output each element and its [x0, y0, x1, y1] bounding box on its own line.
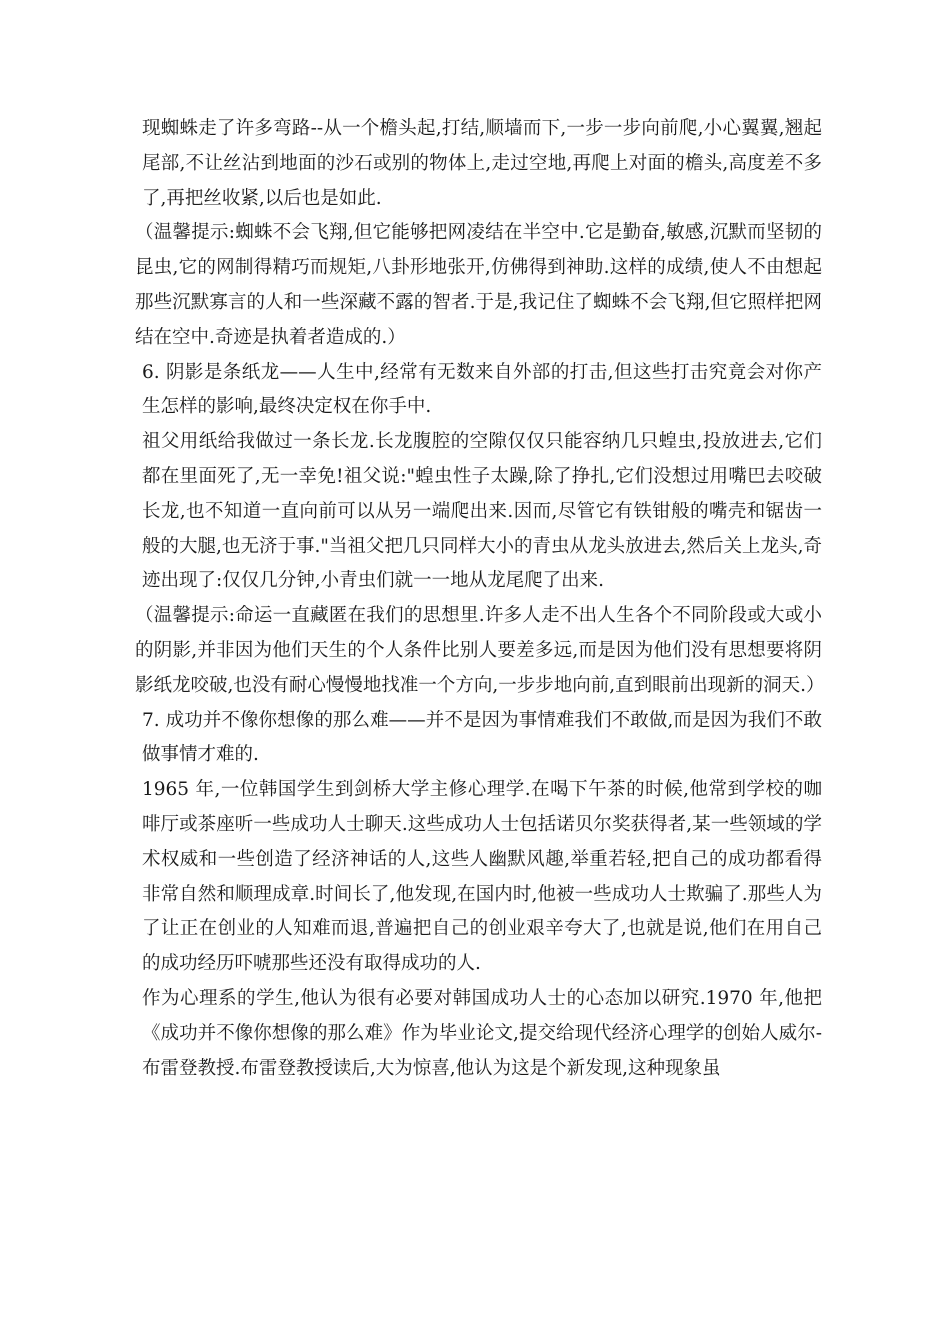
- document-body: [135, 112, 825, 1086]
- paragraph-spider-path: 现蜘蛛走了许多弯路--从一个檐头起,打结,顺墙而下,一步一步向前爬,小心翼翼,翘起尾部,不让丝沾到地面的沙石或别的物体上,走过空地,再爬上对面的檐头,高度差不多了,再把丝收紧,以后也是如此.: [142, 118, 822, 209]
- paragraph-korean-student: 1965 年,一位韩国学生到剑桥大学主修心理学.在喝下午茶的时候,他常到学校的咖啡厅或茶座听一些成功人士聊天.这些成功人士包括诺贝尔奖获得者,某一些领域的学术权威和一些创造了经济神话的人,这些人幽默风趣,举重若轻,把自己的成功都看得非常自然和顺理成章.时间长了,他发现,在国内时,他被一些成功人士欺骗了.那些人为了让正在创业的人知难而退,普遍把自己的创业艰辛夸大了,也就是说,他们在用自己的成功经历吓唬那些还没有取得成功的人.: [142, 779, 822, 975]
- paragraph-tip-shadow: （温馨提示:命运一直藏匿在我们的思想里.许多人走不出人生各个不同阶段或大或小的阴影,并非因为他们天生的个人条件比别人要差多远,而是因为他们没有思想要将阴影纸龙咬破,也没有耐心慢慢地找准一个方向,一步步地向前,直到眼前出现新的洞天.）: [135, 605, 825, 696]
- paragraph-heading-6: 6. 阴影是条纸龙——人生中,经常有无数来自外部的打击,但这些打击究竟会对你产生怎样的影响,最终决定权在你手中.: [142, 361, 822, 418]
- paragraph-tip-spider: （温馨提示:蜘蛛不会飞翔,但它能够把网凌结在半空中.它是勤奋,敏感,沉默而坚韧的昆虫,它的网制得精巧而规矩,八卦形地张开,仿佛得到神助.这样的成绩,使人不由想起那些沉默寡言的人和一些深藏不露的智者.于是,我记住了蜘蛛不会飞翔,但它照样把网结在空中.奇迹是执着者造成的.）: [135, 222, 822, 348]
- paragraph-thesis: 作为心理系的学生,他认为很有必要对韩国成功人士的心态加以研究.1970 年,他把《成功并不像你想像的那么难》作为毕业论文,提交给现代经济心理学的创始人威尔-布雷登教授.布雷登教授读后,大为惊喜,他认为这是个新发现,这种现象虽: [142, 987, 822, 1079]
- paragraph-paper-dragon-story: 祖父用纸给我做过一条长龙.长龙腹腔的空隙仅仅只能容纳几只蝗虫,投放进去,它们都在里面死了,无一幸免!祖父说:"蝗虫性子太躁,除了挣扎,它们没想过用嘴巴去咬破长龙,也不知道一直向前可以从另一端爬出来.因而,尽管它有铁钳般的嘴壳和锯齿一般的大腿,也无济于事."当祖父把几只同样大小的青虫从龙头放进去,然后关上龙头,奇迹出现了:仅仅几分钟,小青虫们就一一地从龙尾爬了出来.: [142, 431, 822, 592]
- paragraph-heading-7: 7. 成功并不像你想像的那么难——并不是因为事情难我们不敢做,而是因为我们不敢做事情才难的.: [142, 709, 822, 766]
